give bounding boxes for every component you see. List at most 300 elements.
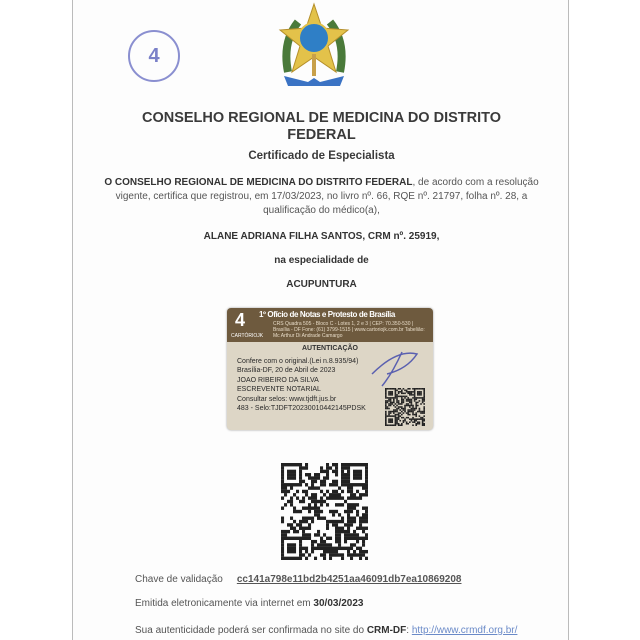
qr-module — [411, 411, 413, 413]
qr-module — [385, 403, 387, 405]
qr-module — [347, 537, 350, 540]
qr-module — [412, 406, 414, 408]
qr-module — [414, 397, 416, 399]
qr-module — [347, 510, 350, 513]
qr-module — [287, 483, 290, 486]
qr-module — [347, 463, 350, 466]
qr-module — [414, 409, 416, 411]
qr-module — [403, 409, 405, 411]
qr-module — [332, 520, 335, 523]
qr-module — [356, 547, 359, 550]
qr-module — [404, 396, 406, 398]
qr-module — [284, 503, 287, 506]
qr-module — [395, 421, 397, 423]
validation-key-label: Chave de validação — [135, 574, 223, 585]
qr-module — [347, 483, 350, 486]
qr-module — [385, 424, 387, 426]
qr-module — [308, 537, 311, 540]
qr-module — [385, 388, 387, 390]
qr-module — [308, 476, 311, 479]
qr-module — [290, 483, 293, 486]
qr-module — [414, 391, 416, 393]
qr-module — [419, 423, 421, 425]
qr-module — [423, 424, 425, 426]
qr-module — [350, 463, 353, 466]
qr-module — [398, 402, 400, 404]
qr-module — [290, 547, 293, 550]
qr-module — [417, 418, 419, 420]
qr-module — [423, 408, 425, 410]
qr-module — [419, 408, 421, 410]
qr-module — [326, 466, 329, 469]
qr-module — [415, 399, 417, 401]
qr-module — [353, 483, 356, 486]
qr-module — [406, 390, 408, 392]
qr-module — [335, 493, 338, 496]
qr-module — [353, 553, 356, 556]
qr-module — [332, 510, 335, 513]
qr-module — [388, 412, 390, 414]
qr-module — [423, 420, 425, 422]
qr-module — [404, 390, 406, 392]
qr-module — [293, 476, 296, 479]
qr-module — [393, 402, 395, 404]
qr-module — [326, 527, 329, 530]
qr-module — [362, 483, 365, 486]
qr-module — [284, 483, 287, 486]
qr-module — [423, 397, 425, 399]
qr-module — [281, 496, 284, 499]
qr-module — [341, 517, 344, 520]
qr-module — [396, 400, 398, 402]
qr-module — [299, 473, 302, 476]
qr-module — [401, 397, 403, 399]
qr-module — [308, 473, 311, 476]
qr-module — [407, 414, 409, 416]
qr-module — [422, 397, 424, 399]
validation-key-row — [135, 574, 462, 585]
qr-module — [411, 420, 413, 422]
qr-module — [347, 470, 350, 473]
qr-module — [391, 394, 393, 396]
qr-module — [350, 537, 353, 540]
qr-module — [411, 391, 413, 393]
qr-module — [314, 500, 317, 503]
qr-module — [387, 406, 389, 408]
qr-module — [395, 406, 397, 408]
qr-module — [387, 397, 389, 399]
qr-module — [302, 517, 305, 520]
qr-module — [404, 405, 406, 407]
qr-module — [398, 415, 400, 417]
qr-module — [296, 530, 299, 533]
qr-module — [335, 533, 338, 536]
qr-module — [356, 490, 359, 493]
qr-module — [422, 417, 424, 419]
qr-module — [401, 424, 403, 426]
qr-module — [320, 540, 323, 543]
qr-module — [415, 405, 417, 407]
qr-module — [423, 393, 425, 395]
qr-module — [390, 411, 392, 413]
qr-module — [296, 483, 299, 486]
qr-module — [290, 463, 293, 466]
qr-module — [287, 463, 290, 466]
qr-module — [391, 421, 393, 423]
qr-module — [423, 388, 425, 390]
qr-module — [365, 473, 368, 476]
qr-module — [341, 483, 344, 486]
qr-module — [281, 466, 284, 469]
qr-module — [338, 527, 341, 530]
qr-module — [365, 510, 368, 513]
qr-module — [335, 480, 338, 483]
qr-module — [396, 405, 398, 407]
qr-module — [362, 463, 365, 466]
qr-module — [290, 550, 293, 553]
qr-module — [388, 391, 390, 393]
qr-module — [350, 510, 353, 513]
qr-module — [302, 500, 305, 503]
qr-module — [388, 418, 390, 420]
qr-module — [329, 466, 332, 469]
qr-module — [390, 424, 392, 426]
qr-module — [305, 490, 308, 493]
qr-module — [356, 537, 359, 540]
qr-module — [329, 557, 332, 560]
qr-module — [412, 388, 414, 390]
qr-module — [388, 408, 390, 410]
qr-module — [401, 403, 403, 405]
qr-module — [287, 537, 290, 540]
qr-module — [356, 473, 359, 476]
qr-module — [399, 406, 401, 408]
qr-module — [415, 408, 417, 410]
qr-module — [296, 557, 299, 560]
qr-module — [347, 520, 350, 523]
qr-module — [359, 476, 362, 479]
qr-module — [329, 510, 332, 513]
qr-module — [287, 500, 290, 503]
qr-module — [388, 399, 390, 401]
qr-module — [401, 391, 403, 393]
qr-module — [287, 473, 290, 476]
qr-module — [353, 496, 356, 499]
qr-module — [409, 402, 411, 404]
qr-module — [305, 483, 308, 486]
qr-module — [314, 476, 317, 479]
qr-module — [398, 424, 400, 426]
qr-module — [338, 543, 341, 546]
qr-module — [320, 537, 323, 540]
qr-module — [359, 496, 362, 499]
qr-module — [311, 486, 314, 489]
qr-module — [308, 523, 311, 526]
qr-module — [305, 527, 308, 530]
qr-module — [290, 537, 293, 540]
qr-module — [419, 411, 421, 413]
qr-module — [401, 399, 403, 401]
qr-module — [407, 417, 409, 419]
qr-module — [407, 393, 409, 395]
qr-module — [296, 496, 299, 499]
crm-site-link[interactable]: http://www.crmdf.org.br/ — [411, 625, 518, 636]
qr-module — [398, 400, 400, 402]
qr-module — [317, 500, 320, 503]
qr-module — [332, 490, 335, 493]
qr-module — [302, 466, 305, 469]
stamp-line: JOAO RIBEIRO DA SILVA — [237, 376, 319, 384]
qr-module — [299, 466, 302, 469]
qr-module — [335, 473, 338, 476]
qr-module — [350, 493, 353, 496]
qr-module — [419, 400, 421, 402]
qr-module — [281, 486, 284, 489]
qr-module — [284, 530, 287, 533]
qr-module — [326, 476, 329, 479]
qr-module — [365, 476, 368, 479]
qr-module — [406, 399, 408, 401]
qr-module — [290, 476, 293, 479]
qr-module — [414, 388, 416, 390]
qr-module — [338, 493, 341, 496]
qr-module — [344, 530, 347, 533]
qr-module — [401, 408, 403, 410]
qr-module — [299, 553, 302, 556]
qr-module — [399, 396, 401, 398]
qr-module — [332, 463, 335, 466]
qr-module — [353, 517, 356, 520]
qr-module — [407, 397, 409, 399]
qr-module — [332, 483, 335, 486]
qr-module — [395, 391, 397, 393]
qr-module — [412, 412, 414, 414]
qr-module — [335, 550, 338, 553]
qr-module — [344, 547, 347, 550]
qr-module — [338, 533, 341, 536]
qr-module — [385, 417, 387, 419]
qr-module — [411, 394, 413, 396]
qr-module — [362, 493, 365, 496]
qr-module — [281, 473, 284, 476]
qr-module — [326, 520, 329, 523]
qr-module — [290, 543, 293, 546]
qr-module — [396, 420, 398, 422]
qr-module — [419, 418, 421, 420]
qr-module — [395, 397, 397, 399]
qr-module — [395, 417, 397, 419]
qr-module — [344, 480, 347, 483]
qr-module — [287, 523, 290, 526]
qr-module — [417, 411, 419, 413]
qr-module — [335, 483, 338, 486]
qr-module — [299, 480, 302, 483]
qr-module — [347, 506, 350, 509]
qr-module — [395, 424, 397, 426]
qr-module — [412, 391, 414, 393]
qr-module — [341, 553, 344, 556]
qr-module — [308, 506, 311, 509]
qr-module — [311, 496, 314, 499]
qr-module — [353, 470, 356, 473]
qr-module — [320, 490, 323, 493]
qr-module — [411, 408, 413, 410]
qr-module — [338, 513, 341, 516]
validation-qr-code-icon[interactable] — [281, 463, 368, 560]
qr-module — [308, 517, 311, 520]
qr-module — [411, 402, 413, 404]
qr-module — [398, 414, 400, 416]
certificate-body: , de acordo com a resolução vigente, certifica que registrou, em 17/03/2023, no livro nº. 66, RQE nº. 21797, folha nº. 28, a qualificação do médico(a), — [115, 177, 539, 216]
qr-module — [302, 537, 305, 540]
qr-module — [388, 397, 390, 399]
qr-module — [422, 400, 424, 402]
qr-module — [287, 490, 290, 493]
qr-module — [293, 537, 296, 540]
qr-module — [287, 530, 290, 533]
qr-module — [409, 414, 411, 416]
qr-module — [385, 418, 387, 420]
stamp-line: 483 - Selo:TJDFT20230010442145PDSK — [237, 405, 366, 413]
qr-module — [341, 473, 344, 476]
qr-module — [411, 409, 413, 411]
qr-module — [350, 506, 353, 509]
qr-module — [320, 543, 323, 546]
qr-module — [344, 500, 347, 503]
qr-module — [302, 496, 305, 499]
qr-module — [411, 393, 413, 395]
qr-module — [404, 409, 406, 411]
qr-module — [412, 414, 414, 416]
qr-module — [393, 388, 395, 390]
qr-module — [415, 420, 417, 422]
qr-module — [409, 418, 411, 420]
qr-module — [332, 470, 335, 473]
qr-module — [423, 418, 425, 420]
qr-module — [365, 517, 368, 520]
qr-module — [284, 486, 287, 489]
qr-module — [414, 421, 416, 423]
qr-module — [401, 406, 403, 408]
qr-module — [398, 396, 400, 398]
qr-module — [420, 412, 422, 414]
qr-module — [293, 557, 296, 560]
qr-module — [326, 523, 329, 526]
qr-module — [391, 418, 393, 420]
qr-module — [293, 483, 296, 486]
qr-module — [281, 553, 284, 556]
qr-module — [393, 397, 395, 399]
qr-module — [419, 391, 421, 393]
qr-module — [403, 417, 405, 419]
qr-module — [335, 490, 338, 493]
qr-module — [299, 463, 302, 466]
qr-module — [350, 547, 353, 550]
qr-module — [419, 421, 421, 423]
qr-module — [365, 466, 368, 469]
qr-module — [311, 550, 314, 553]
qr-module — [290, 470, 293, 473]
qr-module — [350, 523, 353, 526]
notary-address: CRS Quadra 505 - Bloco C - Lotes 1, 2 e 3 | CEP: 70.350-530 | Brasília - DF Fone: (61) 3799-1515 | www.cartoriojk.com.br Tabelião: Mc Arthur Di Andrade Camargo — [273, 321, 425, 339]
qr-module — [388, 400, 390, 402]
qr-module — [326, 463, 329, 466]
qr-module — [422, 420, 424, 422]
qr-module — [423, 411, 425, 413]
qr-module — [385, 423, 387, 425]
qr-module — [347, 496, 350, 499]
qr-module — [401, 423, 403, 425]
validation-key: cc141a798e11bd2b4251aa46091db7ea10869208 — [236, 574, 462, 585]
qr-module — [314, 540, 317, 543]
qr-module — [326, 490, 329, 493]
qr-module — [284, 537, 287, 540]
qr-module — [314, 533, 317, 536]
qr-module — [359, 520, 362, 523]
qr-module — [281, 550, 284, 553]
qr-module — [311, 547, 314, 550]
qr-module — [311, 476, 314, 479]
qr-module — [347, 466, 350, 469]
qr-module — [393, 400, 395, 402]
qr-module — [406, 417, 408, 419]
qr-module — [341, 527, 344, 530]
qr-module — [398, 418, 400, 420]
qr-module — [401, 393, 403, 395]
signature-icon — [367, 344, 427, 388]
qr-module — [399, 409, 401, 411]
qr-module — [335, 530, 338, 533]
qr-module — [407, 388, 409, 390]
qr-module — [359, 470, 362, 473]
qr-module — [305, 547, 308, 550]
qr-module — [335, 520, 338, 523]
qr-module — [420, 403, 422, 405]
qr-module — [347, 527, 350, 530]
qr-module — [320, 547, 323, 550]
qr-module — [395, 411, 397, 413]
qr-module — [305, 520, 308, 523]
qr-module — [396, 417, 398, 419]
qr-module — [344, 533, 347, 536]
qr-module — [359, 473, 362, 476]
qr-module — [404, 393, 406, 395]
qr-module — [403, 421, 405, 423]
qr-module — [417, 388, 419, 390]
qr-module — [362, 517, 365, 520]
qr-module — [398, 423, 400, 425]
qr-module — [385, 400, 387, 402]
qr-module — [396, 396, 398, 398]
qr-module — [407, 399, 409, 401]
qr-module — [385, 420, 387, 422]
qr-module — [398, 408, 400, 410]
qr-module — [422, 423, 424, 425]
notary-office: 1º Ofício de Notas e Protesto de Brasília — [259, 310, 395, 319]
qr-module — [398, 406, 400, 408]
certificate-text — [73, 176, 570, 218]
qr-module — [362, 520, 365, 523]
qr-module — [388, 403, 390, 405]
qr-module — [390, 388, 392, 390]
qr-module — [395, 390, 397, 392]
qr-module — [412, 394, 414, 396]
qr-module — [332, 523, 335, 526]
qr-module — [391, 391, 393, 393]
qr-module — [296, 463, 299, 466]
qr-module — [326, 496, 329, 499]
qr-module — [335, 503, 338, 506]
